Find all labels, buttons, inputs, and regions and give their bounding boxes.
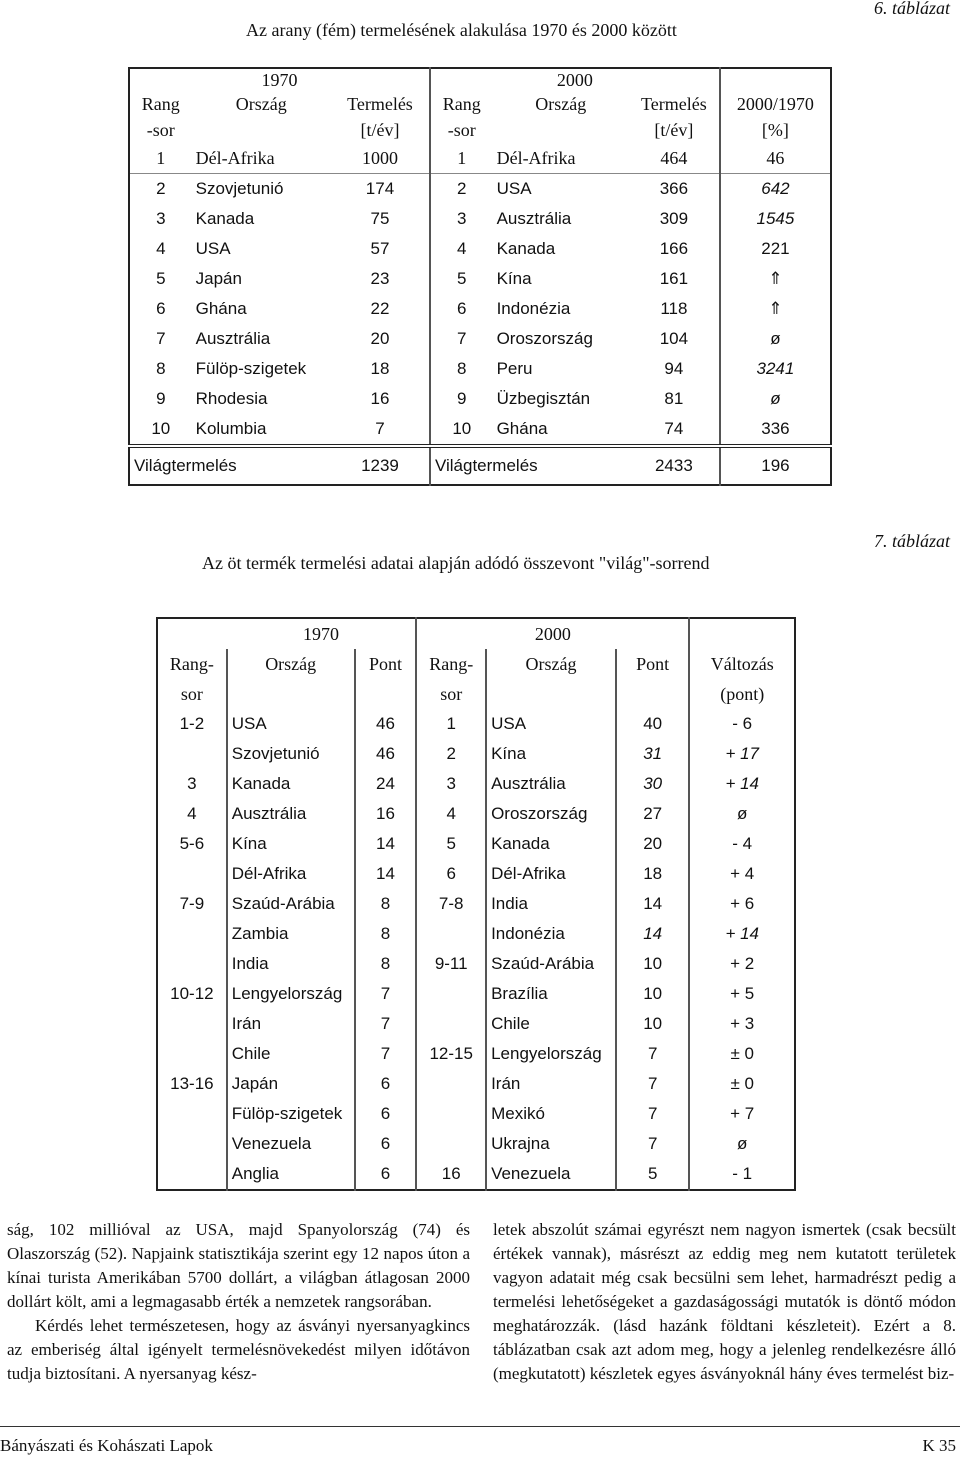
- points-1970: 14: [355, 859, 417, 889]
- rank-2000: [416, 1069, 486, 1099]
- country-2000: Kanada: [496, 239, 556, 258]
- points-1970: 8: [355, 949, 417, 979]
- country-2000: Oroszország: [496, 329, 593, 348]
- rank-2000: 1: [457, 147, 467, 168]
- rank-1970: 4: [156, 239, 166, 258]
- table-row: [157, 1039, 795, 1069]
- paragraph: letek abszolút számai egyrészt nem nagyon ismertek (csak becsült értékek vannak), másrészt az eddig meg nem kutatott területek vagyon adatait még csak becsülni sem lehet, harmadrészt pedig a termelési lehetőségeket a gazdaságossági mutatók is döntő módon meghatározzák. (lásd hazánk földtani készleteit). Ezért a 8. táblázatban csak azt adom meg, hogy a jelenleg rendelkezésre álló (megkutatott) készletek egyes ásványoknál hány éves termelést biz-: [493, 1220, 956, 1383]
- country-1970: Dél-Afrika: [227, 859, 355, 889]
- table-row: [157, 1129, 795, 1159]
- country-2000: Dél-Afrika: [486, 859, 616, 889]
- rank-1970: 3: [156, 209, 166, 228]
- points-2000: 18: [616, 859, 690, 889]
- points-1970: 7: [355, 1009, 417, 1039]
- country-1970: Japán: [227, 1069, 355, 1099]
- ratio: 3241: [756, 359, 795, 378]
- production-2000: 309: [629, 204, 720, 234]
- country-1970: Kína: [227, 829, 355, 859]
- table-row: [157, 979, 795, 1009]
- change: + 17: [725, 744, 759, 763]
- ratio: 46: [766, 147, 785, 168]
- country-1970: Dél-Afrika: [195, 147, 275, 168]
- country-2000: Kína: [486, 739, 616, 769]
- rank-1970: [157, 859, 227, 889]
- points-1970: 46: [355, 739, 417, 769]
- production-1970: 23: [331, 264, 430, 294]
- world-ranking-table: [156, 617, 796, 1191]
- production-1970: 75: [331, 204, 430, 234]
- production-unit: [t/év]: [331, 117, 430, 143]
- change: + 14: [725, 924, 759, 943]
- production-2000: 118: [629, 294, 720, 324]
- column-header-row-b: [129, 117, 831, 143]
- table-row: [157, 1069, 795, 1099]
- rank-1970: 1-2: [157, 709, 227, 739]
- country-2000: India: [486, 889, 616, 919]
- country-1970: Japán: [195, 269, 242, 288]
- points-2000: 10: [616, 1009, 690, 1039]
- table-row: [129, 294, 831, 324]
- rank-2000: 4: [416, 799, 486, 829]
- change: ø: [737, 1134, 748, 1153]
- country-1970: Venezuela: [227, 1129, 355, 1159]
- production-1970: 7: [331, 414, 430, 446]
- country-2000: Mexikó: [486, 1099, 616, 1129]
- points-2000: 7: [616, 1099, 690, 1129]
- country-2000: Venezuela: [486, 1159, 616, 1190]
- rank-1970: [157, 1009, 227, 1039]
- year-2000: 2000: [416, 618, 689, 649]
- change: + 5: [730, 984, 755, 1003]
- table-row: [157, 829, 795, 859]
- ratio: ø: [770, 389, 781, 408]
- production-2000: 366: [629, 174, 720, 205]
- rank-header-suffix: -sor: [146, 119, 175, 140]
- rank-header-suffix: -sor: [447, 119, 476, 140]
- production-2000: 464: [629, 143, 720, 174]
- table-row: [157, 709, 795, 739]
- rank-2000: 2: [430, 174, 493, 205]
- country-1970: Kolumbia: [195, 419, 267, 438]
- points-2000: 20: [616, 829, 690, 859]
- table-row: [157, 949, 795, 979]
- points-2000: 14: [616, 919, 690, 949]
- country-2000: Indonézia: [496, 299, 571, 318]
- rank-2000: 2: [416, 739, 486, 769]
- column-header-row-b: [157, 679, 795, 709]
- change: + 6: [730, 894, 755, 913]
- rank-2000: 5: [457, 269, 467, 288]
- points-2000: 7: [616, 1129, 690, 1159]
- production-header: Termelés: [629, 91, 720, 117]
- country-2000: Ghána: [496, 419, 548, 438]
- country-2000: Irán: [486, 1069, 616, 1099]
- country-1970: Rhodesia: [195, 389, 268, 408]
- journal-name: Bányászati és Kohászati Lapok: [0, 1436, 213, 1455]
- table6-title: Az arany (fém) termelésének alakulása 1970 és 2000 között: [246, 20, 677, 40]
- table-row: [129, 234, 831, 264]
- table-row: [157, 1099, 795, 1129]
- rank-header: Rang-: [157, 649, 227, 679]
- production-2000: 104: [629, 324, 720, 354]
- table-row: [129, 354, 831, 384]
- rank-1970: 7: [156, 329, 166, 348]
- change: + 7: [730, 1104, 755, 1123]
- world-total-label: Világtermelés: [430, 446, 629, 485]
- table-row: [157, 919, 795, 949]
- rank-1970: 3: [157, 769, 227, 799]
- world-total-1970: 1239: [331, 446, 430, 485]
- page-number: K 35: [922, 1436, 956, 1455]
- rank-2000: 6: [457, 299, 467, 318]
- world-total-row: [129, 446, 831, 485]
- paragraph: Kérdés lehet természetesen, hogy az ásványi nyersanyagkincs az emberiség által igényelt termelésnövekedést milyen időtávon tudja biztosítani. A nyersanyag kész-: [7, 1316, 470, 1383]
- ratio-header: 2000/1970: [736, 93, 814, 114]
- country-1970: USA: [227, 709, 355, 739]
- rank-1970: 5: [156, 269, 166, 288]
- rank-2000: [416, 1009, 486, 1039]
- points-2000: 7: [616, 1039, 690, 1069]
- country-1970: Fülöp-szigetek: [195, 359, 307, 378]
- country-header: Ország: [486, 649, 616, 679]
- points-1970: 6: [355, 1069, 417, 1099]
- rank-1970: [157, 1039, 227, 1069]
- left-column: [7, 1218, 470, 1386]
- table-row: [129, 414, 831, 446]
- points-1970: 46: [355, 709, 417, 739]
- table-row: [157, 889, 795, 919]
- table-row: [157, 859, 795, 889]
- country-header: Ország: [535, 93, 587, 114]
- change: ø: [737, 804, 748, 823]
- rank-2000: 12-15: [416, 1039, 486, 1069]
- points-1970: 6: [355, 1129, 417, 1159]
- country-2000: Oroszország: [486, 799, 616, 829]
- rank-1970: 6: [156, 299, 166, 318]
- rank-1970: 5-6: [157, 829, 227, 859]
- country-2000: Peru: [496, 359, 533, 378]
- country-1970: Zambia: [227, 919, 355, 949]
- production-header: Termelés: [331, 91, 430, 117]
- production-2000: 81: [629, 384, 720, 414]
- production-2000: 161: [629, 264, 720, 294]
- rank-1970: [157, 949, 227, 979]
- change: - 1: [732, 1164, 753, 1183]
- points-2000: 5: [616, 1159, 690, 1190]
- production-2000: 74: [629, 414, 720, 446]
- table-row: [157, 1009, 795, 1039]
- country-1970: Anglia: [227, 1159, 355, 1190]
- rank-1970: [157, 1129, 227, 1159]
- country-2000: Üzbegisztán: [496, 389, 591, 408]
- rank-2000: [416, 1129, 486, 1159]
- gold-production-table: [128, 67, 832, 486]
- change: + 4: [730, 864, 755, 883]
- points-1970: 7: [355, 979, 417, 1009]
- production-1970: 20: [331, 324, 430, 354]
- rank-2000: 7: [457, 329, 467, 348]
- table-row: [157, 769, 795, 799]
- world-total-2000: 2433: [629, 446, 720, 485]
- rank-2000: 3: [457, 209, 467, 228]
- change: ± 0: [730, 1074, 754, 1093]
- country-2000: Ukrajna: [486, 1129, 616, 1159]
- change-header: Változás: [710, 653, 774, 674]
- year-2000: 2000: [430, 68, 720, 91]
- ratio-unit: [%]: [761, 119, 789, 140]
- rank-2000: 6: [416, 859, 486, 889]
- country-header: Ország: [235, 93, 287, 114]
- country-2000: Lengyelország: [486, 1039, 616, 1069]
- paragraph: ság, 102 millióval az USA, majd Spanyolország (74) és Olaszország (52). Napjaink statisztikája szerint egy 12 napos úton a kínai turista Amerikában 5700 dollárt, a világban átlagosan 2000 dollárt költ, ami a legmagasabb érték a nemzetek rangsorában.: [7, 1220, 470, 1311]
- production-2000: 94: [629, 354, 720, 384]
- country-2000: USA: [493, 174, 629, 205]
- production-1970: 18: [331, 354, 430, 384]
- points-1970: 24: [355, 769, 417, 799]
- points-2000: 14: [616, 889, 690, 919]
- country-1970: Ghána: [195, 299, 247, 318]
- points-2000: 30: [616, 769, 690, 799]
- ratio: ⇑: [768, 269, 783, 288]
- production-1970: 174: [331, 174, 430, 205]
- world-total-ratio: 196: [720, 446, 831, 485]
- change: - 4: [732, 834, 753, 853]
- ratio: ø: [770, 329, 781, 348]
- year-header-row: [129, 68, 831, 91]
- rank-1970: 10-12: [157, 979, 227, 1009]
- country-2000: Chile: [486, 1009, 616, 1039]
- rank-header: Rang: [442, 93, 481, 114]
- points-2000: 10: [616, 949, 690, 979]
- country-1970: Szaúd-Arábia: [227, 889, 355, 919]
- ratio: 1545: [756, 209, 795, 228]
- country-2000: Indonézia: [486, 919, 616, 949]
- points-1970: 7: [355, 1039, 417, 1069]
- rank-2000: 3: [416, 769, 486, 799]
- country-1970: Ausztrália: [227, 799, 355, 829]
- points-1970: 8: [355, 919, 417, 949]
- country-2000: Kína: [496, 269, 532, 288]
- table6-number: 6. táblázat: [874, 0, 951, 18]
- rank-1970: [157, 919, 227, 949]
- rank-1970: 7-9: [157, 889, 227, 919]
- country-1970: Szovjetunió: [192, 174, 331, 205]
- table-row: [157, 1159, 795, 1190]
- rank-2000: 7-8: [416, 889, 486, 919]
- table-row: [157, 739, 795, 769]
- country-2000: Szaúd-Arábia: [486, 949, 616, 979]
- rank-2000: [416, 919, 486, 949]
- table-row: [129, 204, 831, 234]
- country-2000: Ausztrália: [496, 209, 572, 228]
- table-row: [129, 174, 831, 205]
- rank-1970: 1: [156, 147, 166, 168]
- points-1970: 16: [355, 799, 417, 829]
- country-1970: Kanada: [227, 769, 355, 799]
- points-header: Pont: [616, 649, 690, 679]
- production-2000: 166: [629, 234, 720, 264]
- rank-1970: 2: [129, 174, 192, 205]
- rank-1970: [157, 1099, 227, 1129]
- production-1970: 1000: [331, 143, 430, 174]
- table-row: [157, 799, 795, 829]
- rank-1970: 10: [151, 419, 171, 438]
- points-2000: 27: [616, 799, 690, 829]
- table-row: [129, 324, 831, 354]
- country-1970: USA: [195, 239, 231, 258]
- footer-rule: [0, 1426, 960, 1427]
- production-1970: 57: [331, 234, 430, 264]
- rank-1970: 8: [156, 359, 166, 378]
- points-2000: 40: [616, 709, 690, 739]
- country-1970: India: [227, 949, 355, 979]
- country-1970: Ausztrália: [195, 329, 271, 348]
- points-2000: 7: [616, 1069, 690, 1099]
- points-1970: 14: [355, 829, 417, 859]
- rank-1970: [157, 1159, 227, 1190]
- points-header: Pont: [355, 649, 417, 679]
- ratio: ⇑: [768, 299, 783, 318]
- year-1970: 1970: [227, 618, 417, 649]
- rank-header-suffix: sor: [157, 679, 227, 709]
- production-1970: 16: [331, 384, 430, 414]
- country-2000: Ausztrália: [486, 769, 616, 799]
- change: + 14: [725, 774, 759, 793]
- country-2000: Dél-Afrika: [496, 147, 576, 168]
- rank-2000: 5: [416, 829, 486, 859]
- ratio: 336: [761, 419, 790, 438]
- country-1970: Chile: [227, 1039, 355, 1069]
- points-2000: 10: [616, 979, 690, 1009]
- country-1970: Fülöp-szigetek: [227, 1099, 355, 1129]
- column-header-row-a: [157, 649, 795, 679]
- right-column: [493, 1218, 956, 1386]
- rank-2000: 1: [416, 709, 486, 739]
- rank-header-suffix: sor: [416, 679, 486, 709]
- change: + 3: [730, 1014, 755, 1033]
- ratio: 642: [720, 174, 831, 205]
- rank-header: Rang-: [416, 649, 486, 679]
- points-1970: 6: [355, 1099, 417, 1129]
- country-1970: Irán: [227, 1009, 355, 1039]
- country-1970: Lengyelország: [227, 979, 355, 1009]
- year-1970: 1970: [129, 68, 430, 91]
- rank-1970: [157, 739, 227, 769]
- change-unit: (pont): [720, 683, 765, 704]
- rank-2000: 10: [452, 419, 472, 438]
- country-1970: Szovjetunió: [227, 739, 355, 769]
- table-row: [129, 384, 831, 414]
- country-2000: USA: [486, 709, 616, 739]
- year-header-row: [157, 618, 795, 649]
- change: + 2: [730, 954, 755, 973]
- change: - 6: [732, 714, 753, 733]
- change: ± 0: [730, 1044, 754, 1063]
- table7-title: Az öt termék termelési adatai alapján adódó összevont "világ"-sorrend: [202, 553, 710, 573]
- points-2000: 31: [616, 739, 690, 769]
- rank-header: Rang: [141, 93, 180, 114]
- points-1970: 8: [355, 889, 417, 919]
- rank-2000: [416, 1099, 486, 1129]
- rank-1970: 9: [156, 389, 166, 408]
- rank-1970: 4: [157, 799, 227, 829]
- table7-number: 7. táblázat: [874, 531, 951, 551]
- ratio: 221: [761, 239, 790, 258]
- rank-2000: 16: [416, 1159, 486, 1190]
- rank-1970: 13-16: [157, 1069, 227, 1099]
- rank-2000: 9: [457, 389, 467, 408]
- production-unit: [t/év]: [629, 117, 720, 143]
- column-header-row-a: [129, 91, 831, 117]
- world-total-label: Világtermelés: [129, 446, 331, 485]
- rank-2000: 4: [457, 239, 467, 258]
- country-header: Ország: [227, 649, 355, 679]
- country-2000: Kanada: [486, 829, 616, 859]
- table-row: [129, 143, 831, 174]
- rank-2000: [416, 979, 486, 1009]
- rank-2000: 9-11: [416, 949, 486, 979]
- table-row: [129, 264, 831, 294]
- rank-2000: 8: [457, 359, 467, 378]
- country-2000: Brazília: [486, 979, 616, 1009]
- points-1970: 6: [355, 1159, 417, 1190]
- country-1970: Kanada: [195, 209, 255, 228]
- production-1970: 22: [331, 294, 430, 324]
